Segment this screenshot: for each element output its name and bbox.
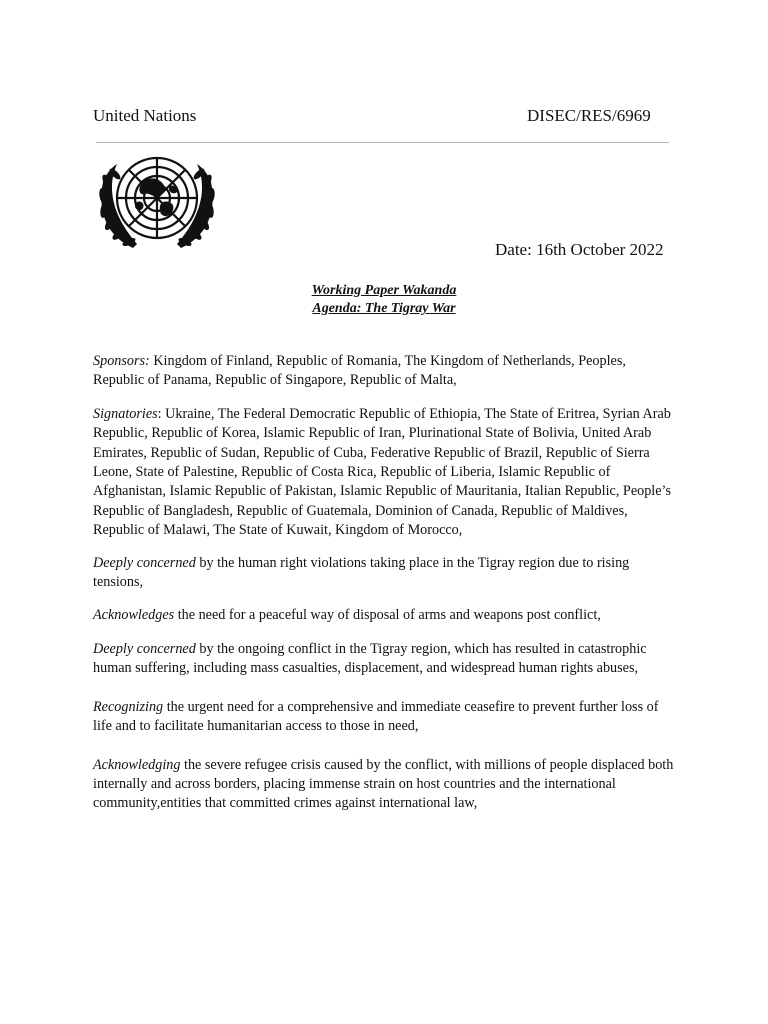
preambular-clause — [93, 554, 678, 593]
preambular-clause — [93, 756, 678, 814]
resolution-body — [93, 352, 678, 828]
preambular-clause — [93, 698, 678, 737]
signatories-paragraph — [93, 405, 678, 541]
header-divider — [96, 142, 669, 143]
document-symbol: DISEC/RES/6969 — [527, 106, 651, 125]
signatories-list: : Ukraine, The Federal Democratic Republic of Ethiopia, The State of Eritrea, Syrian Arab Republic, Republic of Korea, Islamic Republic of Iran, Plurinational State of Bolivia, United Arab Emirates, Republic of Sudan, Republic of Cuba, Federative Republic of Brazil, Republic of Sierra Leone, State of Palestine, Republic of Costa Rica, Republic of Liberia, Islamic Republic of Afghanistan, Islamic Republic of Pakistan, Islamic Republic of Mauritania, Italian Republic, People’s Republic of Bangladesh, Republic of Guatemala, Dominion of Canada, Republic of Maldives, Republic of Malawi, The State of Kuwait, Kingdom of Morocco, — [93, 405, 672, 539]
un-emblem-icon — [93, 152, 221, 256]
working-paper-title: Working Paper Wakanda — [311, 283, 457, 298]
clause-text: by the ongoing conflict in the Tigray region, which has resulted in catastrophic human suffering, including mass casualties, displacement, and widespread human rights abuses, — [93, 640, 647, 677]
clause-text: the severe refugee crisis caused by the conflict, with millions of people displaced both internally and across borders, placing immense strain on host countries and the international community,entities that committed crimes against international law, — [93, 756, 674, 812]
organization-name: United Nations — [93, 106, 197, 125]
sponsors-label: Sponsors: — [93, 353, 150, 369]
clause-lead: Deeply concerned — [93, 554, 196, 571]
clause-lead: Acknowledges — [93, 607, 175, 624]
signatories-label: Signatories — [93, 405, 158, 422]
sponsors-list: Kingdom of Finland, Republic of Romania, The Kingdom of Netherlands, Peoples, Republic of Panama, Republic of Singapore, Republic of Malta, — [93, 353, 626, 389]
clause-lead: Acknowledging — [93, 756, 181, 773]
preambular-clause — [93, 606, 678, 625]
document-date: Date: 16th October 2022 — [495, 240, 664, 259]
agenda-title: Agenda: The Tigray War — [312, 301, 456, 316]
clause-text: the urgent need for a comprehensive and immediate ceasefire to prevent further loss of life and to facilitate humanitarian access to those in need, — [93, 698, 659, 735]
clause-lead: Recognizing — [93, 698, 164, 715]
clause-text: by the human right violations taking place in the Tigray region due to rising tensions, — [93, 554, 630, 591]
preambular-clause — [93, 640, 678, 679]
clause-text: the need for a peaceful way of disposal of arms and weapons post conflict, — [174, 607, 601, 624]
clause-lead: Deeply concerned — [93, 640, 196, 657]
sponsors-paragraph — [93, 352, 678, 391]
